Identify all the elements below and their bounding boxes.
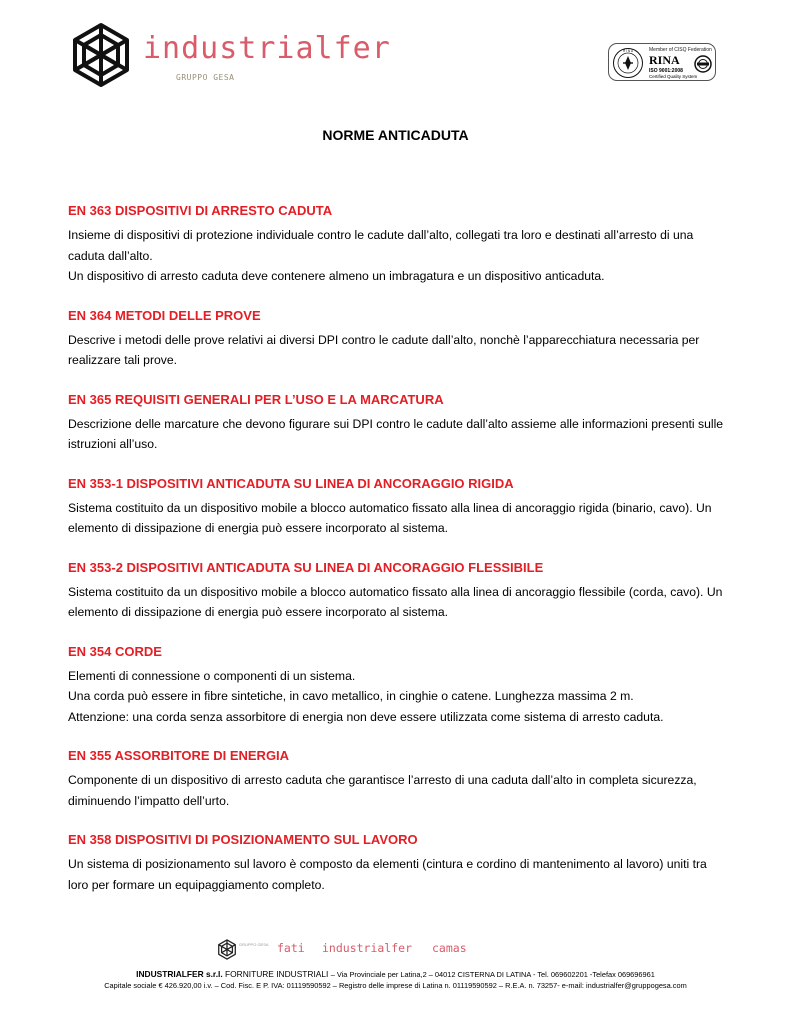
- footer-legal: Capitale sociale € 426.920,00 i.v. – Cod. Fisc. E P. IVA: 01119590592 – Registro delle imprese di Latina n. 01119590592 – R.E.A. n. 73257- e-mail: industrialfer@gruppogesa.com: [104, 981, 687, 990]
- rina-seal-text: R I N A: [622, 49, 634, 54]
- norm-description-line: elemento di dissipazione di energia può essere incorporato al sistema.: [68, 521, 449, 535]
- footer-brand-industrialfer: industrialfer: [322, 941, 413, 955]
- norm-section: [68, 560, 728, 623]
- cert-member-text: Member of CISQ Federation: [649, 47, 712, 53]
- norm-section: [68, 392, 728, 455]
- cert-iso-text: ISO 9001:2008: [649, 68, 683, 74]
- norm-heading: EN 353-1 DISPOSITIVI ANTICADUTA SU LINEA DI ANCORAGGIO RIGIDA: [68, 475, 514, 491]
- brand-name: industrialfer: [143, 31, 391, 66]
- norms-list: [68, 203, 728, 916]
- footer-logo-text: GRUPPO GESA: [239, 942, 269, 947]
- brand-subtitle: GRUPPO GESA: [176, 73, 235, 82]
- footer-brands: [217, 939, 477, 961]
- rina-certification-badge: [608, 43, 716, 81]
- norm-section: [68, 203, 728, 287]
- norm-section: [68, 308, 728, 371]
- norm-description-line: caduta dall’alto.: [68, 248, 153, 263]
- footer-company-name: INDUSTRIALFER s.r.l.: [136, 969, 223, 979]
- norm-description-line: Componente di un dispositivo di arresto caduta che garantisce l’arresto di una caduta dall’alto in completa sicurezza,: [68, 773, 697, 787]
- footer-address: – Via Provinciale per Latina,2 – 04012 CISTERNA DI LATINA - Tel. 069602201 -Telefax 069696961: [330, 970, 655, 979]
- norm-section: [68, 476, 728, 539]
- norm-heading: EN 365 REQUISITI GENERALI PER L’USO E LA MARCATURA: [68, 391, 444, 407]
- industrialfer-logo-icon: [70, 22, 132, 88]
- norm-section: [68, 832, 728, 895]
- page-title: NORME ANTICADUTA: [322, 127, 469, 143]
- norm-description-line: Attenzione: una corda senza assorbitore di energia non deve essere utilizzata come sistema di arresto caduta.: [68, 709, 664, 724]
- norm-heading: EN 358 DISPOSITIVI DI POSIZIONAMENTO SUL LAVORO: [68, 832, 418, 847]
- norm-description-line: Una corda può essere in fibre sintetiche, in cavo metallico, in cinghie o catene. Lunghezza massima 2 m.: [68, 689, 634, 703]
- norm-heading: EN 364 METODI DELLE PROVE: [68, 307, 261, 323]
- norm-description-line: Sistema costituito da un dispositivo mobile a blocco automatico fissato alla linea di ancoraggio rigida (binario, cavo). Un: [68, 500, 712, 515]
- norm-heading: EN 355 ASSORBITORE DI ENERGIA: [68, 748, 290, 763]
- footer-brand-camas: camas: [432, 941, 467, 955]
- norm-description-line: Descrizione delle marcature che devono figurare sui DPI contro le cadute dall’alto assieme alle informazioni presenti sulle: [68, 416, 724, 431]
- norm-description-line: Elementi di connessione o componenti di un sistema.: [68, 668, 356, 683]
- norm-description-line: Descrive i metodi delle prove relativi ai diversi DPI contro le cadute dall’alto, nonchè l’apparecchiatura necessaria per: [68, 332, 700, 347]
- footer-company-line: [0, 969, 791, 980]
- norm-description-line: realizzare tali prove.: [68, 353, 178, 367]
- footer-company-desc: FORNITURE INDUSTRIALI: [225, 969, 329, 979]
- norm-description-line: loro per formare un equipaggiamento completo.: [68, 877, 325, 892]
- norm-description-line: Un dispositivo di arresto caduta deve contenere almeno un imbragatura e un dispositivo anticaduta.: [68, 269, 605, 283]
- norm-description-line: elemento di dissipazione di energia può essere incorporato al sistema.: [68, 605, 449, 619]
- norm-heading: EN 363 DISPOSITIVI DI ARRESTO CADUTA: [68, 203, 333, 218]
- page-header: [0, 0, 791, 100]
- footer-info: [0, 969, 791, 991]
- rina-seal-icon: [612, 47, 644, 79]
- footer-brand-fati: fati: [277, 941, 305, 955]
- norm-heading: EN 354 CORDE: [68, 643, 162, 659]
- norm-description-line: istruzioni all’uso.: [68, 437, 158, 451]
- cert-rina-text: RINA: [649, 53, 680, 67]
- cert-system-text: Certified Quality System: [649, 74, 698, 79]
- footer-logo-icon: [217, 939, 237, 960]
- norm-description-line: diminuendo l’impatto dell’urto.: [68, 793, 230, 808]
- norm-heading: EN 353-2 DISPOSITIVI ANTICADUTA SU LINEA DI ANCORAGGIO FLESSIBILE: [68, 559, 544, 575]
- norm-description-line: Sistema costituito da un dispositivo mobile a blocco automatico fissato alla linea di ancoraggio flessibile (corda, cavo). Un: [68, 584, 723, 599]
- norm-description-line: Un sistema di posizionamento sul lavoro è composto da elementi (cintura e cordino di mantenimento al lavoro) uniti tra: [68, 857, 707, 871]
- norm-description-line: Insieme di dispositivi di protezione individuale contro le cadute dall’alto, collegati tra loro e destinati all’arresto di una: [68, 228, 694, 242]
- norm-section: [68, 748, 728, 811]
- iqnet-icon: [694, 55, 712, 73]
- norm-section: [68, 644, 728, 728]
